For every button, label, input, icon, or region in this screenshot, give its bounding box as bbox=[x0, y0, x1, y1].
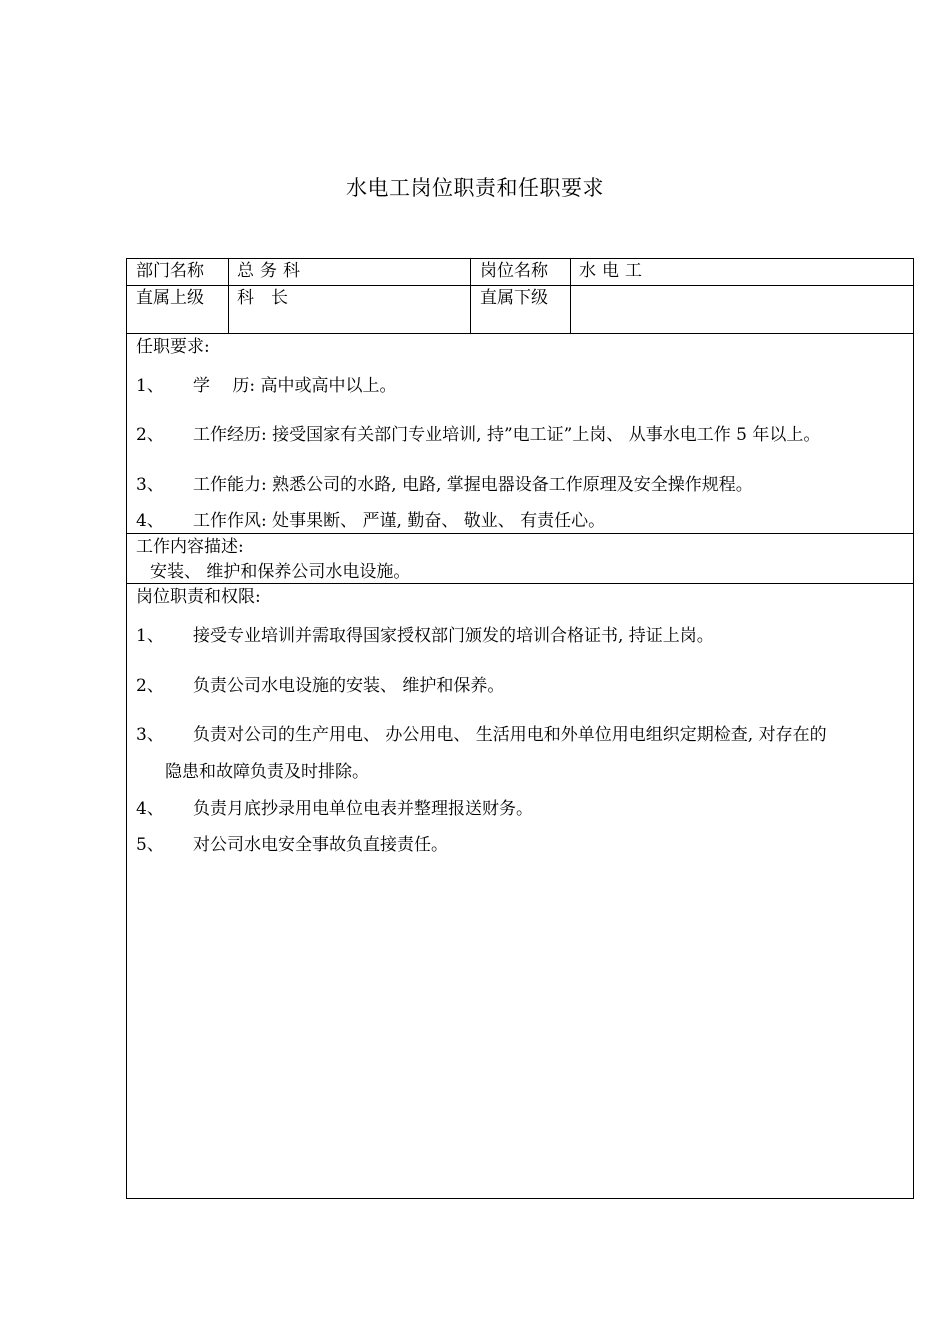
job-description-table bbox=[126, 258, 914, 1199]
duty-number: 3、 bbox=[136, 725, 164, 745]
duty-text: 负责月底抄录用电单位电表并整理报送财务。 bbox=[193, 799, 533, 819]
duties-heading: 岗位职责和权限: bbox=[136, 587, 261, 607]
requirement-text: 工作经历: 接受国家有关部门专业培训, 持”电工证”上岗、 从事水电工作 5 年以上。 bbox=[193, 425, 821, 445]
requirement-number: 3、 bbox=[136, 475, 164, 495]
superior-value: 科 长 bbox=[237, 288, 288, 308]
duty-text-continued: 隐患和故障负责及时排除。 bbox=[165, 762, 369, 782]
duty-number: 1、 bbox=[136, 626, 164, 646]
duty-text: 负责公司水电设施的安装、 维护和保养。 bbox=[193, 676, 505, 696]
dept-value: 总务科 bbox=[237, 261, 306, 281]
description-heading: 工作内容描述: bbox=[136, 537, 244, 557]
duty-number: 2、 bbox=[136, 676, 164, 696]
column-divider bbox=[470, 259, 471, 333]
subordinate-label: 直属下级 bbox=[480, 288, 548, 308]
post-label: 岗位名称 bbox=[480, 261, 548, 281]
duty-number: 5、 bbox=[136, 835, 164, 855]
post-value: 水电工 bbox=[579, 261, 648, 281]
row-divider bbox=[127, 533, 913, 534]
document-title: 水电工岗位职责和任职要求 bbox=[346, 176, 604, 200]
requirement-number: 2、 bbox=[136, 425, 164, 445]
row-divider bbox=[127, 285, 913, 286]
description-text: 安装、 维护和保养公司水电设施。 bbox=[150, 562, 411, 582]
duty-text: 接受专业培训并需取得国家授权部门颁发的培训合格证书, 持证上岗。 bbox=[193, 626, 714, 646]
duty-number: 4、 bbox=[136, 799, 164, 819]
duty-text: 负责对公司的生产用电、 办公用电、 生活用电和外单位用电组织定期检查, 对存在的 bbox=[193, 725, 827, 745]
duty-text: 对公司水电安全事故负直接责任。 bbox=[193, 835, 448, 855]
requirement-text: 工作能力: 熟悉公司的水路, 电路, 掌握电器设备工作原理及安全操作规程。 bbox=[193, 475, 753, 495]
requirements-heading: 任职要求: bbox=[136, 337, 210, 357]
column-divider bbox=[228, 259, 229, 333]
requirement-text: 工作作风: 处事果断、 严谨, 勤奋、 敬业、 有责任心。 bbox=[193, 511, 606, 531]
superior-label: 直属上级 bbox=[136, 288, 204, 308]
requirement-text: 学 历: 高中或高中以上。 bbox=[193, 376, 397, 396]
requirement-number: 4、 bbox=[136, 511, 164, 531]
dept-label: 部门名称 bbox=[136, 261, 204, 281]
column-divider bbox=[570, 259, 571, 333]
requirement-number: 1、 bbox=[136, 376, 164, 396]
row-divider bbox=[127, 333, 913, 334]
